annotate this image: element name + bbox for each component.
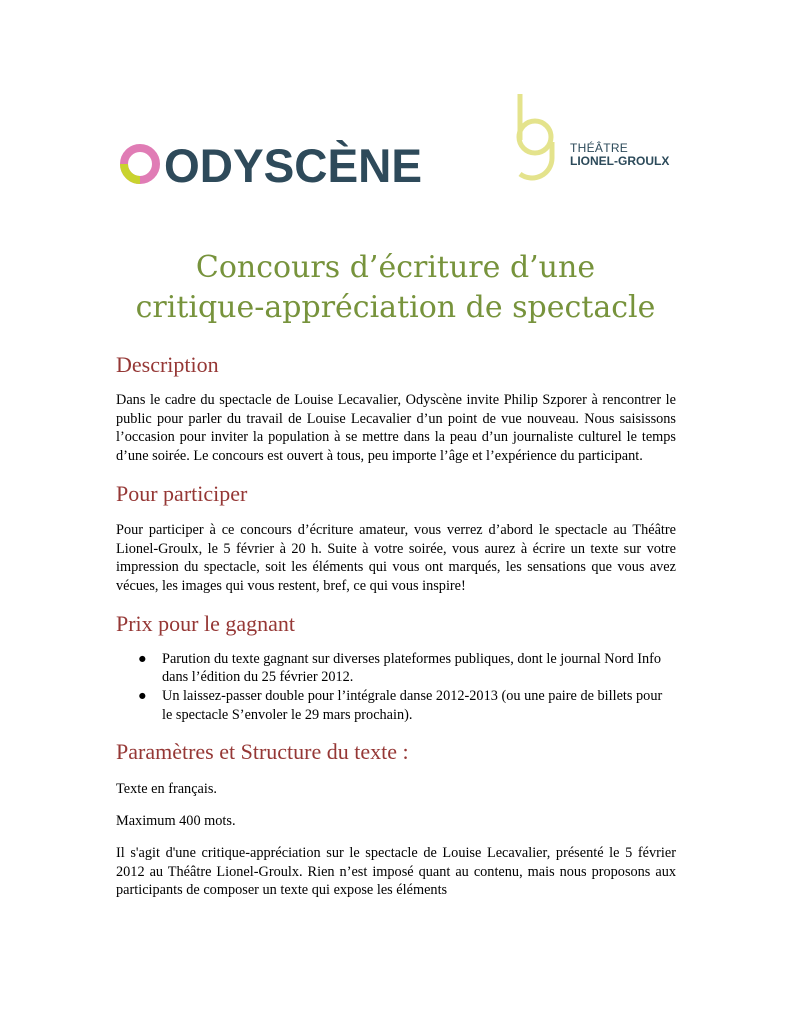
heading-pour-participer: Pour participer: [116, 480, 248, 506]
document-title: [0, 248, 791, 328]
odyscene-logo-text: ODYSCÈNE: [164, 140, 422, 190]
theatre-logo-line1: THÉÂTRE: [570, 141, 629, 155]
prix-item-text: Un laissez-passer double pour l’intégrale danse 2012-2013 (ou une paire de billets pour le spectacle S’envoler le 29 mars prochain).: [162, 688, 663, 723]
theatre-logo-line2: LIONEL-GROULX: [570, 154, 670, 168]
title-line1: Concours d’écriture d’une: [195, 250, 596, 285]
description-paragraph: Dans le cadre du spectacle de Louise Lecavalier, Odyscène invite Philip Szporer à rencontrer le public pour parler du travail de Louise Lecavalier d’un point de vue nouveau. Nous saisissons l’occasion pour inviter la population à se mettre dans la peau d’un journaliste culturel le temps d’une soirée. Le concours est ouvert à tous, peu importe l’âge et l’expérience du participant.: [116, 392, 676, 465]
list-item: [138, 687, 676, 724]
parametres-paragraph: Il s'agit d'une critique-appréciation sur le spectacle de Louise Lecavalier, présenté le 5 février 2012 au Théâtre Lionel-Groulx. Rien n’est imposé quant au contenu, mais nous proposons aux participants de composer un texte qui expose les éléments: [116, 844, 676, 899]
heading-prix: Prix pour le gagnant: [116, 610, 296, 636]
odyscene-logo: [118, 140, 428, 190]
parametres-longueur: Maximum 400 mots.: [116, 813, 236, 830]
document-body: [116, 349, 676, 900]
parametres-langue: Texte en français.: [116, 781, 218, 798]
bullet-icon: ●: [138, 650, 147, 667]
bullet-icon: ●: [138, 688, 147, 705]
prix-item-text: Parution du texte gagnant sur diverses plateformes publiques, dont le journal Nord Info dans l’édition du 25 février 2012.: [162, 650, 662, 686]
list-item: [138, 650, 676, 687]
theatre-b-mark-icon: [510, 90, 570, 190]
heading-parametres: Paramètres et Structure du texte :: [116, 739, 409, 765]
title-line2: critique-appréciation de spectacle: [135, 290, 656, 325]
prix-list: [116, 650, 676, 725]
participer-paragraph: Pour participer à ce concours d’écriture amateur, vous verrez d’abord le spectacle au Théâtre Lionel-Groulx, le 5 février à 20 h. Suite à votre soirée, vous aurez à écrire un texte sur votre impression du spectacle, soit les éléments qui vous ont marqués, les sensations que vous avez vécues, les images qui vous restent, bref, ce qui vous inspire!: [116, 521, 676, 594]
theatre-lionel-groulx-logo: [510, 90, 680, 190]
heading-description: Description: [116, 352, 219, 377]
